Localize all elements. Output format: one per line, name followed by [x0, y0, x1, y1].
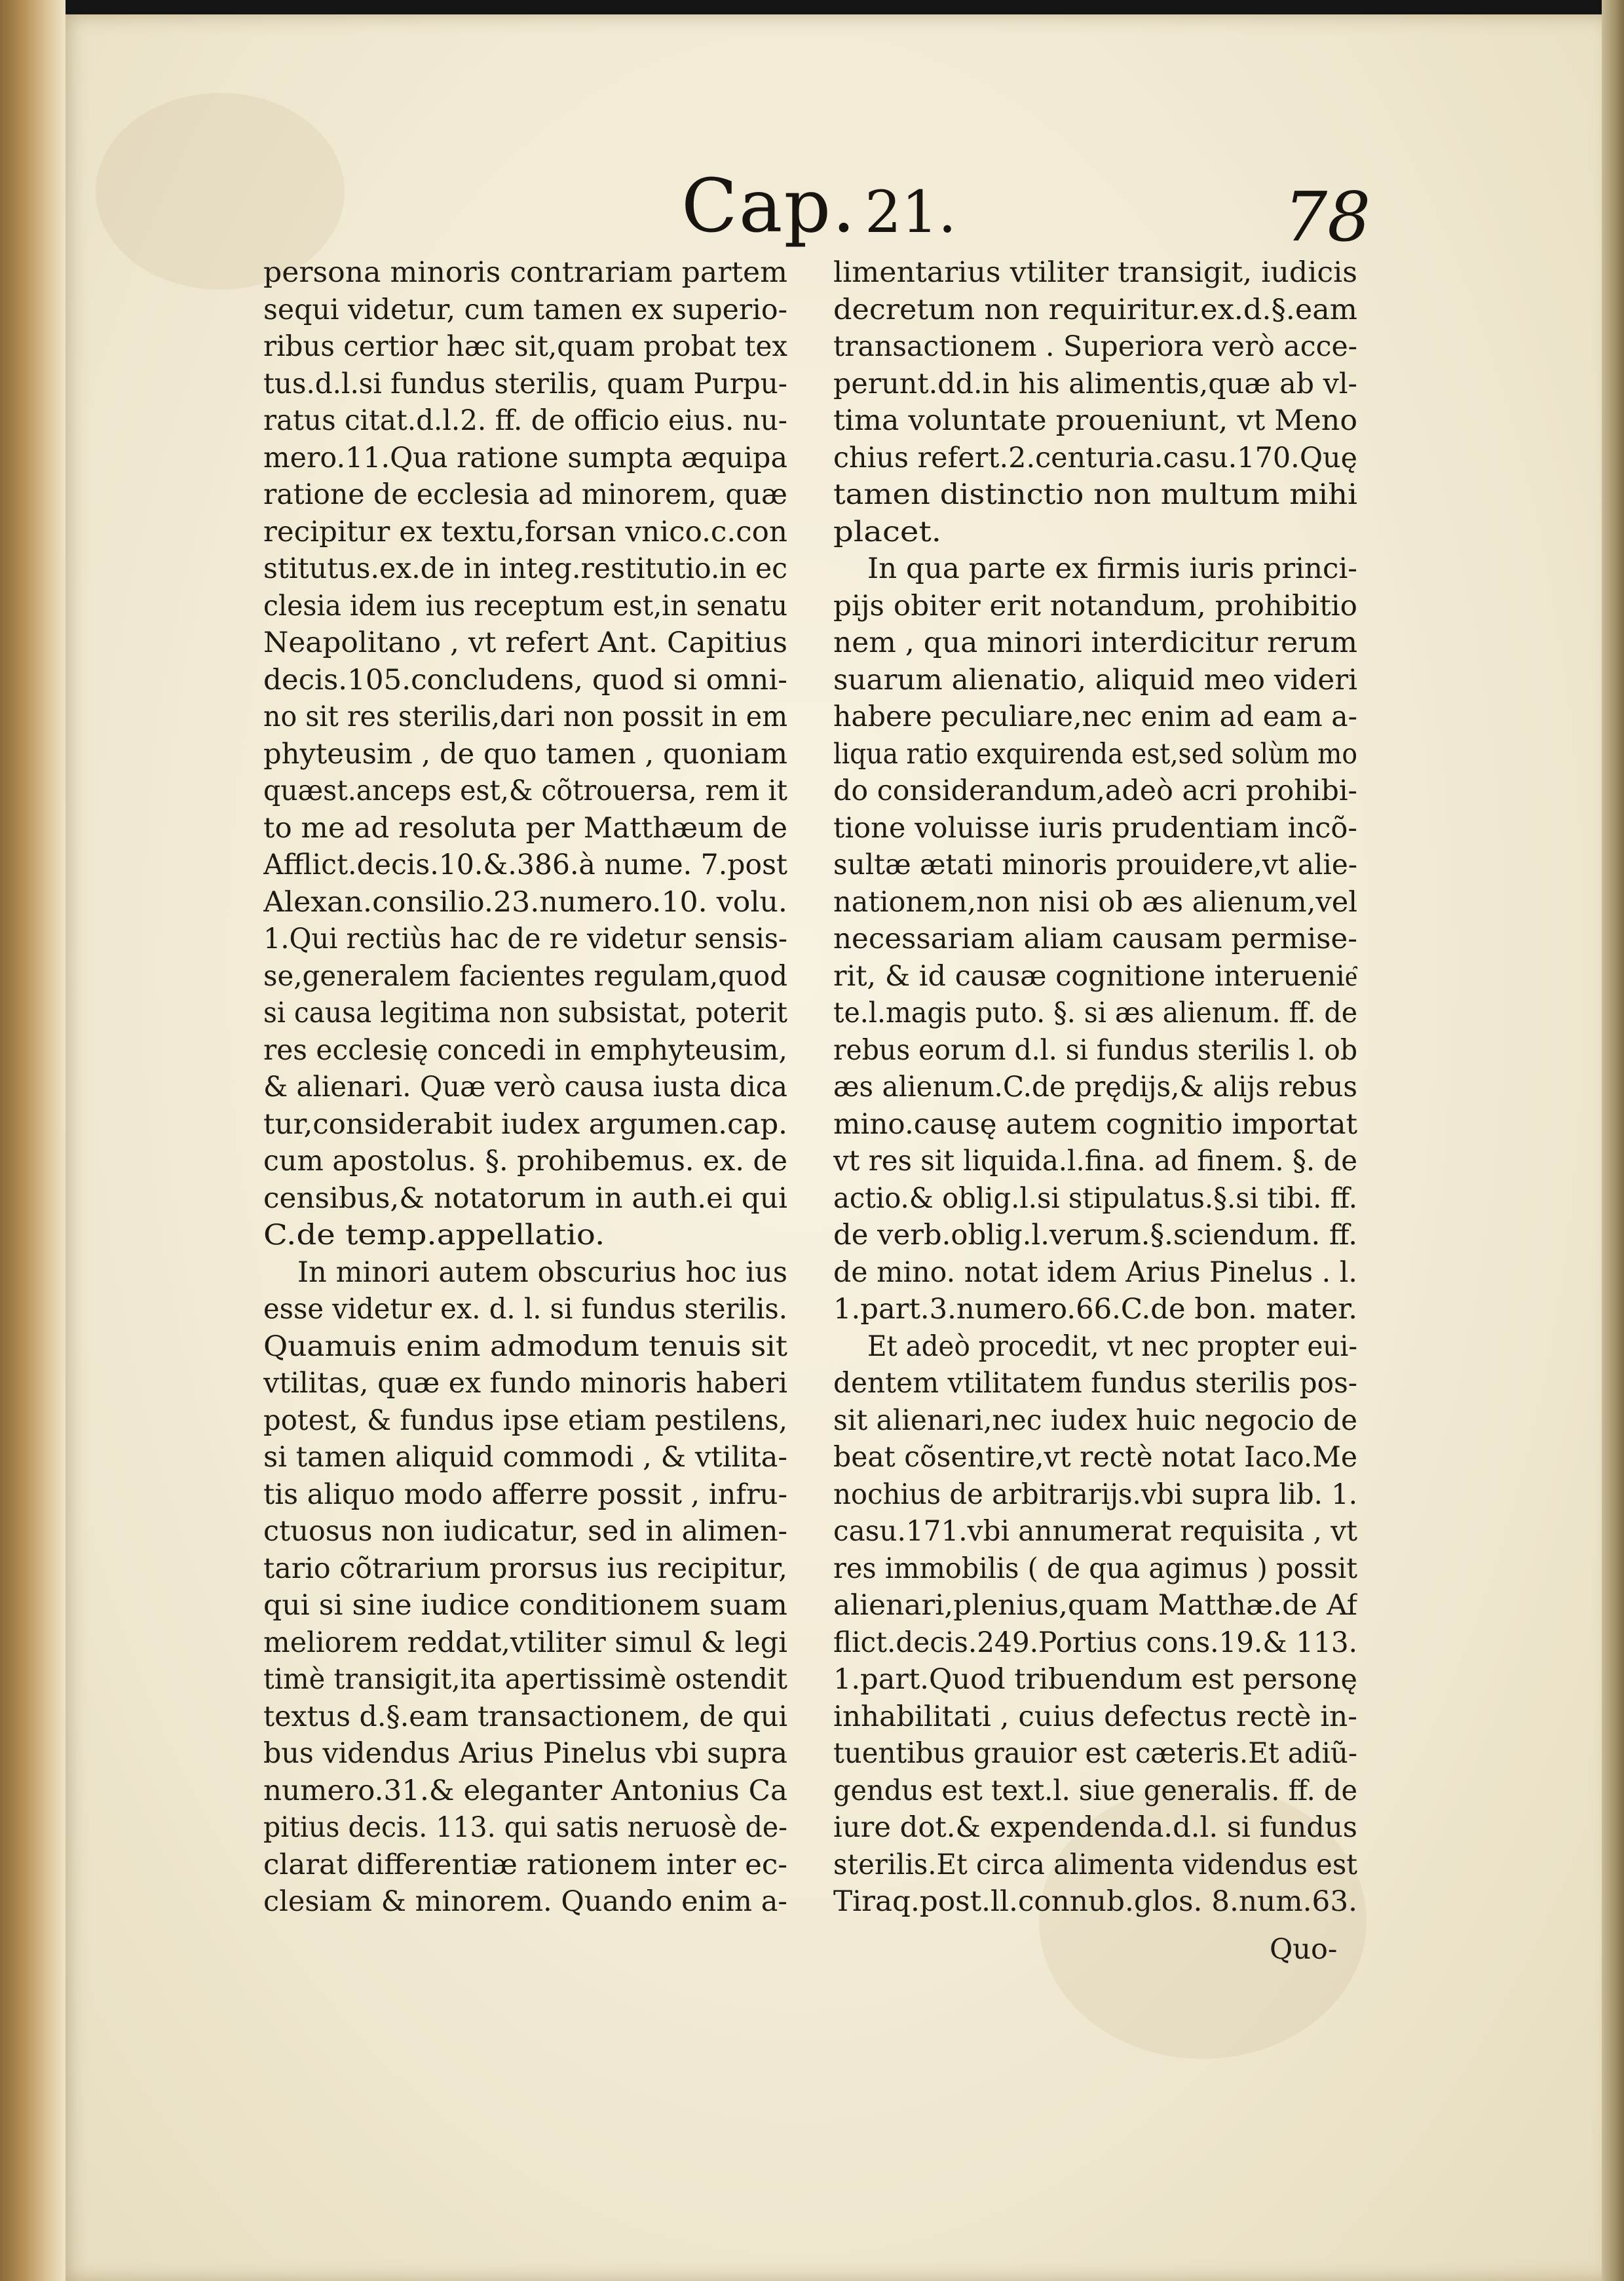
text-line: Alexan.consilio.23.numero.10. volu.: [263, 885, 787, 919]
text-line: mino.causę autem cognitio importat: [833, 1107, 1357, 1141]
text-line: to me ad resoluta per Matthæum de: [263, 811, 787, 845]
text-line: res ecclesię concedi in emphyteusim,: [263, 1033, 787, 1067]
text-line: limentarius vtiliter transigit, iudicis: [833, 256, 1357, 289]
text-line: stitutus.ex.de in integ.restitutio.in ec: [263, 552, 787, 585]
text-line: clarat differentiæ rationem inter ec-: [263, 1848, 787, 1881]
text-line: C.de temp.appellatio.: [263, 1219, 605, 1252]
text-line: nationem,non nisi ob æs alienum,vel: [833, 885, 1357, 919]
text-line: tamen distinctio non multum mihi: [833, 478, 1357, 511]
text-line: In qua parte ex firmis iuris princi-: [867, 552, 1357, 585]
text-line: tario cõtrarium prorsus ius recipitur,: [263, 1552, 787, 1585]
text-line: persona minoris contrariam partem: [263, 256, 787, 289]
text-line: ctuosus non iudicatur, sed in alimen-: [263, 1515, 787, 1548]
chapter-label: Cap.: [681, 164, 857, 249]
text-line: placet.: [833, 515, 942, 548]
text-line: suarum alienatio, aliquid meo videri: [833, 663, 1357, 697]
text-line: rebus eorum d.l. si fundus sterilis l. ob: [833, 1033, 1357, 1067]
text-line: chius refert.2.centuria.casu.170.Quę: [833, 441, 1357, 474]
text-line: quæst.anceps est,& cõtrouersa, rem it: [263, 775, 787, 807]
text-line: tis aliquo modo afferre possit , infru-: [263, 1478, 787, 1511]
text-line: clesiam & minorem. Quando enim a-: [263, 1885, 787, 1918]
text-line: necessariam aliam causam permise-: [833, 923, 1357, 955]
text-line: te.l.magis puto. §. si æs alienum. ff. de: [833, 997, 1357, 1029]
folio-number: 78: [1284, 177, 1371, 257]
text-line: tuentibus grauior est cæteris.Et adiũ-: [833, 1737, 1357, 1770]
text-line: recipitur ex textu,forsan vnico.c.con: [263, 515, 787, 548]
text-line: ratione de ecclesia ad minorem, quæ: [263, 478, 787, 511]
text-line: nem , qua minori interdicitur rerum: [833, 626, 1357, 659]
text-line: clesia idem ius receptum est,in senatu: [263, 589, 787, 623]
text-line: mero.11.Qua ratione sumpta æquipa: [263, 441, 787, 474]
text-line: phyteusim , de quo tamen , quoniam: [263, 737, 787, 771]
text-line: sit alienari,nec iudex huic negocio de: [833, 1404, 1357, 1437]
text-line: nochius de arbitrarijs.vbi supra lib. 1.: [833, 1478, 1357, 1511]
text-line: censibus,& notatorum in auth.ei qui: [263, 1181, 787, 1215]
text-line: ratus citat.d.l.2. ff. de officio eius. nu-: [263, 404, 787, 437]
running-head: [0, 164, 1624, 262]
text-line: alienari,plenius,quam Matthæ.de Af: [833, 1589, 1357, 1622]
text-line: numero.31.& eleganter Antonius Ca: [263, 1774, 787, 1807]
text-line: ribus certior hæc sit,quam probat tex: [263, 330, 787, 363]
catchword: Quo-: [1270, 1933, 1338, 1966]
text-line: Tiraq.post.ll.connub.glos. 8.num.63.: [833, 1885, 1357, 1918]
text-line: se,generalem facientes regulam,quod: [263, 959, 787, 993]
text-line: de mino. notat idem Arius Pinelus . l.: [833, 1256, 1357, 1289]
text-line: decretum non requiritur.ex.d.§.eam: [833, 293, 1357, 326]
text-line: tus.d.l.si fundus sterilis, quam Purpu-: [263, 367, 787, 400]
text-line: iure dot.& expendenda.d.l. si fundus: [833, 1811, 1357, 1844]
page-fore-edge: [1602, 0, 1624, 2281]
text-line: timè transigit,ita apertissimè ostendit: [263, 1663, 787, 1696]
text-line: si causa legitima non subsistat, poterit: [263, 997, 787, 1029]
text-line: liqua ratio exquirenda est,sed solùm mo: [833, 737, 1357, 771]
text-line: sultæ ætati minoris prouidere,vt alie-: [833, 849, 1357, 881]
text-line: flict.decis.249.Portius cons.19.& 113.: [833, 1626, 1357, 1659]
text-line: qui si sine iudice conditionem suam: [263, 1589, 787, 1622]
text-line: dentem vtilitatem fundus sterilis pos-: [833, 1367, 1357, 1400]
text-line: pijs obiter erit notandum, prohibitio: [833, 589, 1357, 623]
text-line: cum apostolus. §. prohibemus. ex. de: [263, 1145, 787, 1178]
text-line: pitius decis. 113. qui satis neruosè de-: [263, 1811, 787, 1844]
text-line: Et adeò procedit, vt nec propter eui-: [867, 1330, 1357, 1363]
text-line: gendus est text.l. siue generalis. ff. de: [833, 1774, 1357, 1807]
text-line: beat cõsentire,vt rectè notat Iaco.Me: [833, 1441, 1357, 1474]
text-line: transactionem . Superiora verò acce-: [833, 330, 1357, 363]
text-line: vtilitas, quæ ex fundo minoris haberi: [263, 1367, 787, 1400]
text-line: do considerandum,adeò acri prohibi-: [833, 775, 1357, 807]
text-line: decis.105.concludens, quod si omni-: [263, 663, 787, 697]
text-line: actio.& oblig.l.si stipulatus.§.si tibi. ff.: [833, 1181, 1357, 1215]
text-line: casu.171.vbi annumerat requisita , vt: [833, 1515, 1357, 1548]
chapter-number: 21.: [865, 178, 956, 246]
text-line: æs alienum.C.de prędijs,& alijs rebus: [833, 1071, 1357, 1103]
text-column-left: [263, 254, 787, 1921]
text-line: inhabilitati , cuius defectus rectè in-: [833, 1700, 1357, 1733]
text-line: In minori autem obscurius hoc ius: [297, 1256, 787, 1289]
text-line: Neapolitano , vt refert Ant. Capitius: [263, 626, 787, 659]
text-line: vt res sit liquida.l.fina. ad finem. §. de: [833, 1145, 1357, 1178]
text-line: 1.Qui rectiùs hac de re videtur sensis-: [263, 923, 787, 955]
text-line: tione voluisse iuris prudentiam incõ-: [833, 811, 1357, 845]
text-column-right: [833, 254, 1357, 1921]
text-line: rit, & id causæ cognitione interuenie͂: [833, 959, 1357, 993]
text-line: habere peculiare,nec enim ad eam a-: [833, 700, 1357, 733]
text-line: tur,considerabit iudex argumen.cap.: [263, 1107, 787, 1141]
text-line: tima voluntate proueniunt, vt Meno: [833, 404, 1357, 437]
text-line: 1.part.Quod tribuendum est personę: [833, 1663, 1357, 1696]
text-line: si tamen aliquid commodi , & vtilita-: [263, 1441, 787, 1474]
text-line: de verb.oblig.l.verum.§.sciendum. ff.: [833, 1219, 1357, 1252]
text-line: Quamuis enim admodum tenuis sit: [263, 1330, 787, 1363]
text-line: & alienari. Quæ verò causa iusta dica: [263, 1071, 787, 1103]
scan-top-edge: [0, 0, 1624, 14]
text-line: Afflict.decis.10.&.386.à nume. 7.post: [263, 849, 787, 881]
text-line: meliorem reddat,vtiliter simul & legi: [263, 1626, 787, 1659]
text-line: sterilis.Et circa alimenta videndus est: [833, 1848, 1357, 1881]
text-line: res immobilis ( de qua agimus ) possit: [833, 1552, 1357, 1585]
text-line: esse videtur ex. d. l. si fundus sterilis.: [263, 1293, 787, 1326]
text-line: bus videndus Arius Pinelus vbi supra: [263, 1737, 787, 1770]
text-line: textus d.§.eam transactionem, de qui: [263, 1700, 787, 1733]
text-line: sequi videtur, cum tamen ex superio-: [263, 293, 787, 326]
text-line: no sit res sterilis,dari non possit in em: [263, 700, 787, 733]
text-line: perunt.dd.in his alimentis,quæ ab vl-: [833, 367, 1357, 400]
text-line: 1.part.3.numero.66.C.de bon. mater.: [833, 1293, 1357, 1326]
book-gutter: [0, 0, 66, 2281]
text-line: potest, & fundus ipse etiam pestilens,: [263, 1404, 787, 1437]
